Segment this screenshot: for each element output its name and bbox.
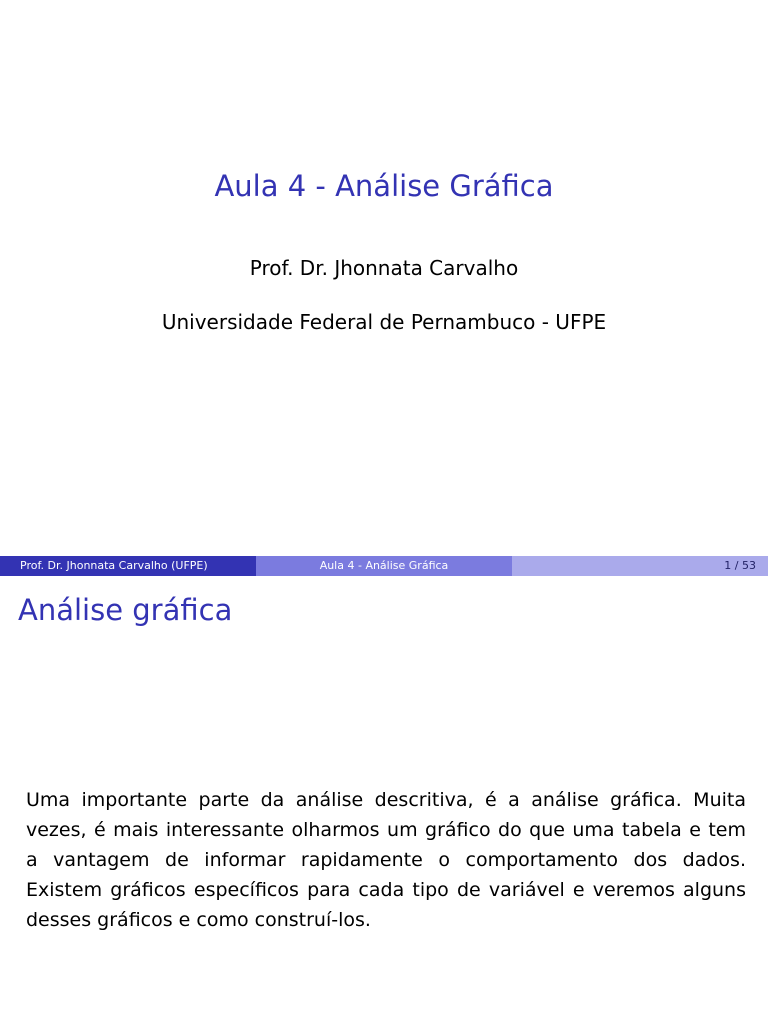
body-paragraph: Uma importante parte da análise descritiva, é a análise gráfica. Muita vezes, é mais interessante olharmos um gráfico do que uma tabela e tem a vantagem de informar rapidamente o comportamento dos dados. Existem gráficos específicos para cada tipo de variável e veremos alguns desses gráficos e como construí-los. [26,789,746,931]
institute-name: Universidade Federal de Pernambuco - UFPE [161,310,607,334]
footline-title: Aula 4 - Análise Gráfica [256,556,512,576]
presentation-title: Aula 4 - Análise Gráfica [214,169,554,203]
footline-author: Prof. Dr. Jhonnata Carvalho (UFPE) [0,556,256,576]
slide-footline [0,556,768,576]
footline-page-number: 1 / 53 [512,556,768,576]
author-name: Prof. Dr. Jhonnata Carvalho [249,256,519,280]
content-slide [0,576,768,1024]
frame-title: Análise gráfica [18,593,233,627]
